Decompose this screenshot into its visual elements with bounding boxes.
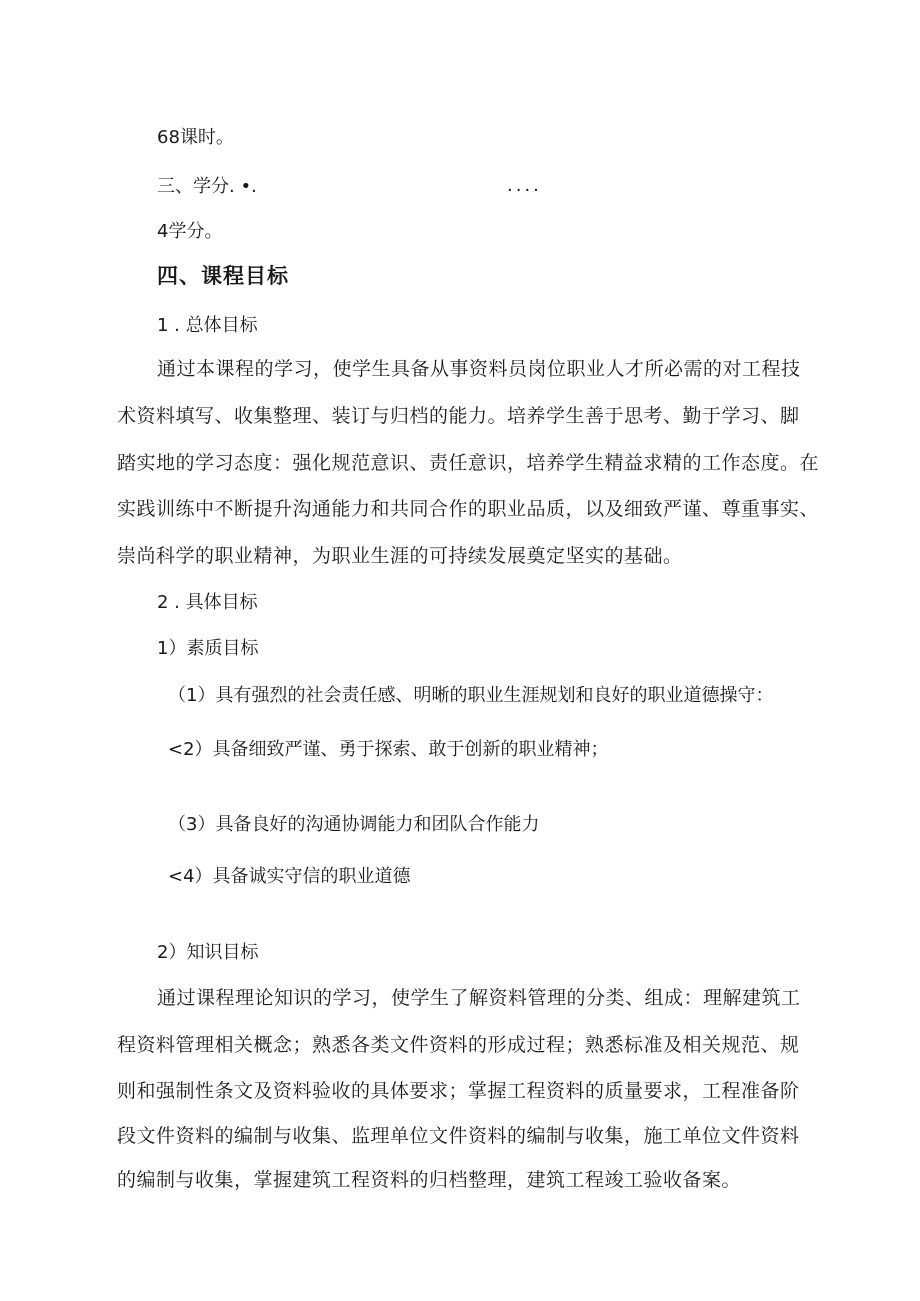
quality-item: <4）具备诚实守信的职业道德 [168,866,411,887]
knowledge-paragraph-line: 段文件资料的编制与收集、监理单位文件资料的编制与收集，施工单位文件资料 [117,1125,800,1147]
quality-item: <2）具备细致严谨、勇于探索、敢于创新的职业精神； [168,739,609,760]
specific-objective-title: 2 . 具体目标 [157,592,258,613]
knowledge-paragraph-line: 通过课程理论知识的学习，使学生了解资料管理的分类、组成：理解建筑工 [157,987,801,1009]
quality-item: （1）具有强烈的社会责任感、明晰的职业生涯规划和良好的职业道德操守： [168,685,774,706]
knowledge-paragraph-line: 则和强制性条文及资料验收的具体要求；掌握工程资料的质量要求，工程准备阶 [117,1080,800,1102]
overall-objective-title: 1 . 总体目标 [157,315,258,336]
overall-paragraph-line: 通过本课程的学习，使学生具备从事资料员岗位职业人才所必需的对工程技 [157,358,801,380]
quality-item: （3）具备良好的沟通协调能力和团队合作能力 [168,814,540,835]
section-title-course-objectives: 四、课程目标 [157,264,289,288]
knowledge-objective-title: 2）知识目标 [157,942,259,963]
knowledge-paragraph-line: 的编制与收集，掌握建筑工程资料的归档整理，建筑工程竣工验收备案。 [117,1169,742,1191]
quality-objective-title: 1）素质目标 [157,638,259,659]
overall-paragraph-line: 术资料填写、收集整理、装订与归档的能力。培养学生善于思考、勤于学习、脚 [117,405,800,427]
overall-paragraph-line: 崇尚科学的职业精神，为职业生涯的可持续发展奠定坚实的基础。 [117,545,683,567]
overall-paragraph-line: 踏实地的学习态度：强化规范意识、责任意识，培养学生精益求精的工作态度。在 [117,452,820,474]
credit-value: 4学分。 [157,221,223,242]
knowledge-paragraph-line: 程资料管理相关概念；熟悉各类文件资料的形成过程；熟悉标准及相关规范、规 [117,1034,800,1056]
credit-heading: 三、学分. •. [157,176,257,197]
hours-line: 68课时。 [157,127,234,148]
credit-dots: .... [507,175,542,196]
overall-paragraph-line: 实践训练中不断提升沟通能力和共同合作的职业品质，以及细致严谨、尊重事实、 [117,498,820,520]
